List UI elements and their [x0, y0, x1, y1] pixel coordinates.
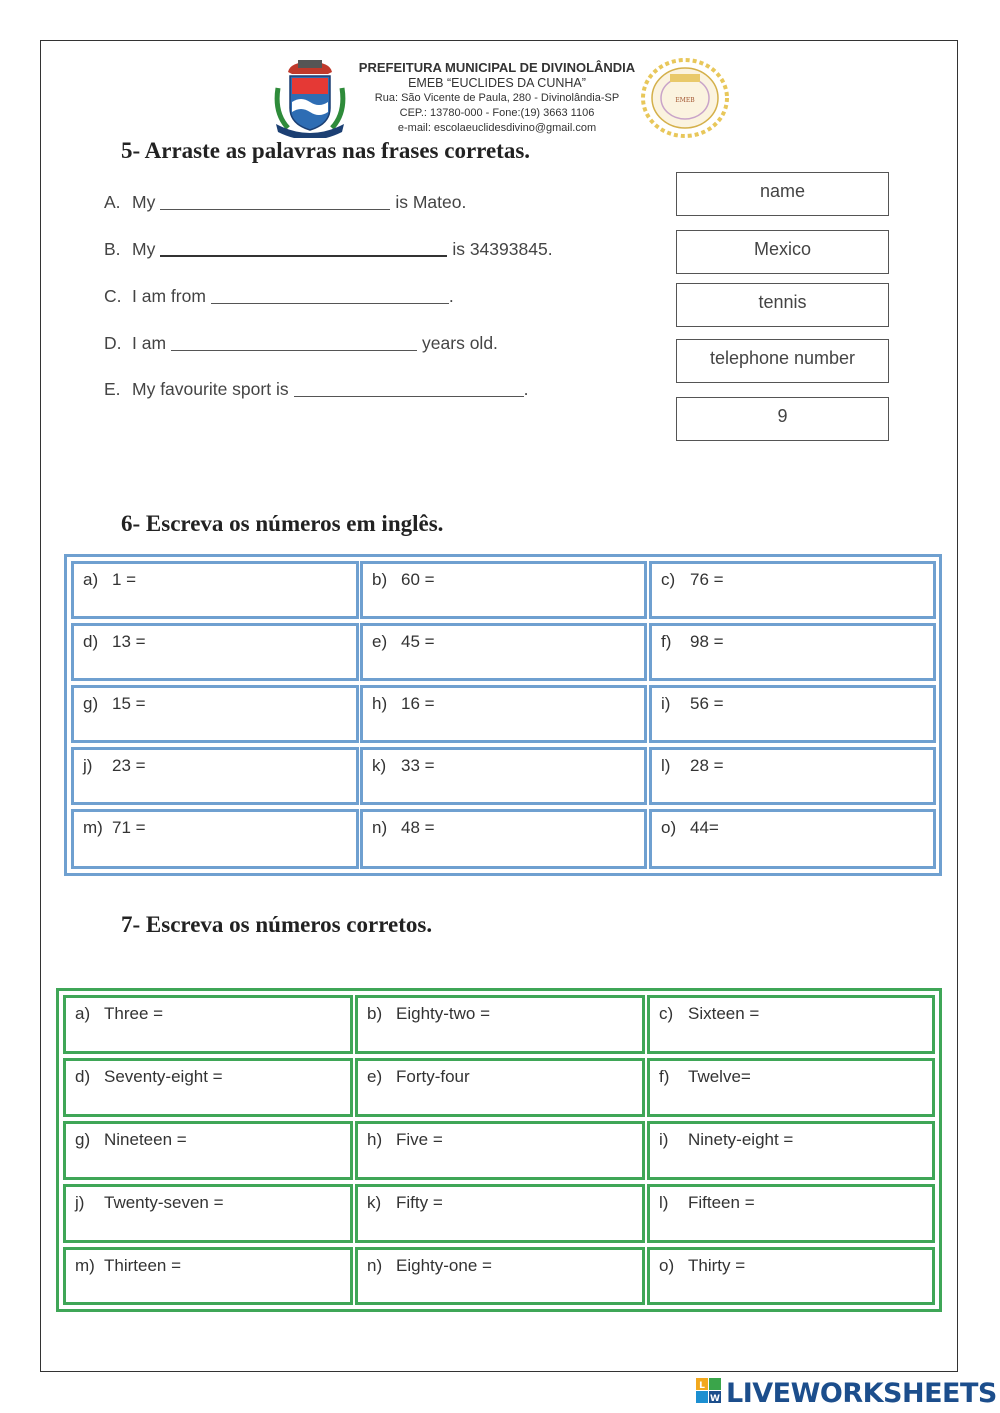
answer-cell[interactable] [355, 995, 645, 1054]
cell-text: 98 = [690, 632, 724, 651]
cell-text: Eighty-two = [396, 1004, 491, 1023]
coat-of-arms-icon [270, 58, 350, 138]
cell-label: d) [75, 1067, 91, 1086]
cell-text: 44= [690, 818, 719, 837]
answer-cell[interactable] [71, 561, 359, 619]
cell-label: l) [659, 1193, 669, 1212]
answer-cell[interactable] [360, 747, 647, 805]
liveworksheets-brand[interactable] [696, 1376, 997, 1410]
cell-label: f) [659, 1067, 670, 1086]
answer-cell[interactable] [360, 685, 647, 743]
answer-cell[interactable] [63, 1247, 353, 1305]
sentence-a [104, 192, 466, 213]
header-text [352, 60, 642, 136]
cell-label: e) [367, 1067, 383, 1086]
sentence-after: . [523, 379, 529, 399]
cell-label: c) [661, 570, 676, 589]
answer-cell[interactable] [360, 809, 647, 869]
word-tile-tennis[interactable]: tennis [676, 283, 889, 327]
word-tile-telephone-number[interactable]: telephone number [676, 339, 889, 383]
sentence-before: My [132, 192, 156, 212]
answer-cell[interactable] [355, 1121, 645, 1180]
svg-text:W: W [710, 1393, 720, 1404]
cell-text: 56 = [690, 694, 724, 713]
cell-label: k) [372, 756, 387, 775]
cell-label: g) [83, 694, 99, 713]
cell-label: b) [367, 1004, 383, 1023]
cell-label: n) [372, 818, 388, 837]
cell-label: l) [661, 756, 671, 775]
answer-cell[interactable] [647, 1247, 935, 1305]
answer-cell[interactable] [360, 561, 647, 619]
sentence-e [104, 379, 528, 400]
cell-text: 16 = [401, 694, 435, 713]
header-address: Rua: São Vicente de Paula, 280 - Divinolândia-SP [374, 92, 620, 104]
section6-title: 6- Escreva os números em inglês. [121, 511, 444, 536]
cell-text: 71 = [112, 818, 146, 837]
cell-label: a) [75, 1004, 91, 1023]
cell-text: 76 = [690, 570, 724, 589]
cell-text: Twenty-seven = [104, 1193, 224, 1212]
cell-label: e) [372, 632, 388, 651]
word-tile-mexico[interactable]: Mexico [676, 230, 889, 274]
answer-cell[interactable] [71, 809, 359, 869]
sentence-letter: A. [104, 192, 121, 212]
cell-label: o) [661, 818, 677, 837]
brand-name: LIVEWORKSHEETS [726, 1377, 997, 1409]
sentence-letter: C. [104, 286, 122, 306]
cell-label: n) [367, 1256, 383, 1275]
answer-cell[interactable] [649, 685, 936, 743]
sentence-before: My [132, 239, 156, 259]
drop-blank[interactable] [294, 380, 524, 397]
sentence-b [104, 239, 553, 260]
numbers-to-words-table [64, 554, 942, 876]
answer-cell[interactable] [647, 1058, 935, 1117]
cell-label: k) [367, 1193, 382, 1212]
cell-text: 23 = [112, 756, 146, 775]
cell-label: d) [83, 632, 99, 651]
answer-cell[interactable] [355, 1184, 645, 1243]
drop-blank[interactable] [171, 334, 417, 351]
cell-text: 33 = [401, 756, 435, 775]
answer-cell[interactable] [649, 747, 936, 805]
sentence-after: . [448, 286, 454, 306]
answer-cell[interactable] [649, 561, 936, 619]
sentence-after: years old. [422, 333, 498, 353]
svg-text:EMEB: EMEB [675, 97, 695, 104]
sentence-after: is Mateo. [395, 192, 467, 212]
section7-title: 7- Escreva os números corretos. [121, 912, 433, 937]
cell-text: 15 = [112, 694, 146, 713]
sentence-c [104, 286, 454, 307]
answer-cell[interactable] [355, 1058, 645, 1117]
answer-cell[interactable] [647, 1184, 935, 1243]
school-seal-icon [640, 56, 730, 140]
cell-label: m) [75, 1256, 95, 1275]
cell-label: g) [75, 1130, 91, 1149]
cell-text: Forty-four [396, 1067, 470, 1086]
cell-text: 45 = [401, 632, 435, 651]
answer-cell[interactable] [649, 623, 936, 681]
answer-cell[interactable] [63, 1184, 353, 1243]
cell-text: 13 = [112, 632, 146, 651]
header-email: e-mail: escolaeuclidesdivino@gmail.com [397, 122, 597, 134]
svg-text:L: L [699, 1380, 705, 1391]
word-tile-name[interactable]: name [676, 172, 889, 216]
cell-label: j) [75, 1193, 85, 1212]
cell-label: i) [661, 694, 671, 713]
cell-text: Nineteen = [104, 1130, 187, 1149]
cell-text: Seventy-eight = [104, 1067, 223, 1086]
words-to-numbers-table [56, 988, 942, 1312]
answer-cell[interactable] [360, 623, 647, 681]
cell-text: Twelve= [688, 1067, 751, 1086]
answer-cell[interactable] [71, 747, 359, 805]
sentence-after: is 34393845. [452, 239, 553, 259]
sentence-letter: D. [104, 333, 122, 353]
header-title: PREFEITURA MUNICIPAL DE DIVINOLÂNDIA [358, 60, 636, 75]
cell-text: 60 = [401, 570, 435, 589]
cell-text: 48 = [401, 818, 435, 837]
answer-cell[interactable] [647, 1121, 935, 1180]
cell-label: h) [367, 1130, 383, 1149]
cell-label: m) [83, 818, 103, 837]
answer-cell[interactable] [71, 623, 359, 681]
sentence-letter: B. [104, 239, 121, 259]
cell-label: b) [372, 570, 388, 589]
sentence-d [104, 333, 498, 354]
cell-text: Three = [104, 1004, 164, 1023]
drop-blank[interactable] [211, 287, 449, 304]
drop-blank[interactable] [160, 193, 390, 210]
sentence-before: I am from [132, 286, 206, 306]
answer-cell[interactable] [649, 809, 936, 869]
header-cep: CEP.: 13780-000 - Fone:(19) 3663 1106 [399, 107, 595, 119]
cell-text: 1 = [112, 570, 137, 589]
answer-cell[interactable] [71, 685, 359, 743]
answer-cell[interactable] [63, 1058, 353, 1117]
cell-text: Five = [396, 1130, 443, 1149]
cell-text: 28 = [690, 756, 724, 775]
word-tile-nine[interactable]: 9 [676, 397, 889, 441]
sentence-letter: E. [104, 379, 121, 399]
cell-label: j) [83, 756, 93, 775]
sentence-before: My favourite sport is [132, 379, 289, 399]
cell-text: Sixteen = [688, 1004, 760, 1023]
cell-text: Fifty = [396, 1193, 443, 1212]
cell-label: a) [83, 570, 99, 589]
drop-blank[interactable] [160, 239, 447, 257]
answer-cell[interactable] [63, 995, 353, 1054]
cell-text: Eighty-one = [396, 1256, 492, 1275]
cell-text: Fifteen = [688, 1193, 755, 1212]
answer-cell[interactable] [63, 1121, 353, 1180]
cell-text: Ninety-eight = [688, 1130, 794, 1149]
cell-text: Thirty = [688, 1256, 746, 1275]
cell-label: f) [661, 632, 672, 651]
cell-label: h) [372, 694, 388, 713]
answer-cell[interactable] [355, 1247, 645, 1305]
cell-label: c) [659, 1004, 674, 1023]
header-school: EMEB “EUCLIDES DA CUNHA” [408, 76, 586, 90]
answer-cell[interactable] [647, 995, 935, 1054]
cell-label: o) [659, 1256, 675, 1275]
section5-title: 5- Arraste as palavras nas frases corretas. [121, 138, 531, 163]
sentence-before: I am [132, 333, 167, 353]
cell-label: i) [659, 1130, 669, 1149]
cell-text: Thirteen = [104, 1256, 182, 1275]
liveworksheets-logo-icon [696, 1378, 722, 1409]
